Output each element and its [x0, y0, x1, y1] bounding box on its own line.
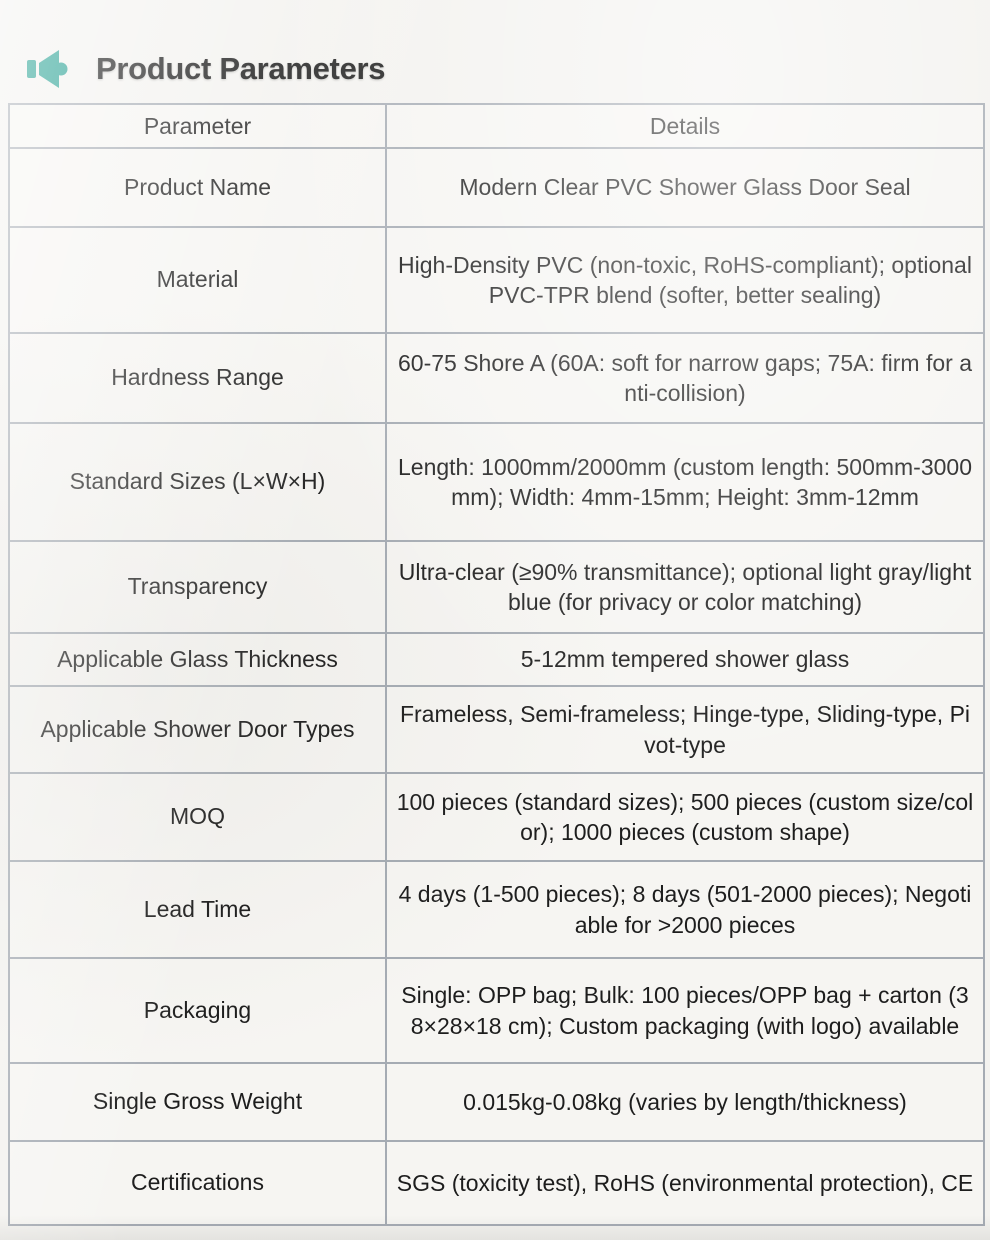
parameter-cell: Material [9, 227, 386, 333]
parameter-cell: Transparency [9, 541, 386, 633]
parameter-cell: Certifications [9, 1141, 386, 1225]
parameter-cell: Packaging [9, 958, 386, 1063]
page-title: Product Parameters [96, 51, 386, 86]
parameter-cell: Single Gross Weight [9, 1063, 386, 1141]
table-row [9, 686, 984, 773]
parameter-cell: Standard Sizes (L×W×H) [9, 423, 386, 541]
details-cell: 4 days (1-500 pieces); 8 days (501-2000 pieces); Negotiable for >2000 pieces [386, 861, 984, 958]
table-row [9, 541, 984, 633]
parameter-cell: Applicable Glass Thickness [9, 633, 386, 686]
table-row [9, 148, 984, 227]
page-header [27, 46, 385, 92]
details-cell: Ultra-clear (≥90% transmittance); optional light gray/light blue (for privacy or color matching) [386, 541, 984, 633]
parameter-cell: Lead Time [9, 861, 386, 958]
table-body [9, 148, 984, 1225]
table-row [9, 1063, 984, 1141]
speaker-icon [27, 46, 71, 92]
details-cell: 0.015kg-0.08kg (varies by length/thickness) [386, 1063, 984, 1141]
details-cell: SGS (toxicity test), RoHS (environmental protection), CE [386, 1141, 984, 1225]
details-cell: 100 pieces (standard sizes); 500 pieces (custom size/color); 1000 pieces (custom shape) [386, 773, 984, 861]
table-row [9, 773, 984, 861]
parameter-cell: Applicable Shower Door Types [9, 686, 386, 773]
product-parameters-table [8, 103, 985, 1226]
table-row [9, 333, 984, 423]
table-row [9, 633, 984, 686]
table-row [9, 1141, 984, 1225]
details-cell: Modern Clear PVC Shower Glass Door Seal [386, 148, 984, 227]
table-row [9, 227, 984, 333]
parameter-cell: Product Name [9, 148, 386, 227]
table-header [9, 104, 984, 148]
table-row [9, 423, 984, 541]
details-cell: High-Density PVC (non-toxic, RoHS-compliant); optional PVC-TPR blend (softer, better sealing) [386, 227, 984, 333]
parameter-cell: MOQ [9, 773, 386, 861]
details-cell: Frameless, Semi-frameless; Hinge-type, Sliding-type, Pivot-type [386, 686, 984, 773]
table-header-row [9, 104, 984, 148]
details-cell: Length: 1000mm/2000mm (custom length: 500mm-3000mm); Width: 4mm-15mm; Height: 3mm-12mm [386, 423, 984, 541]
parameter-cell: Hardness Range [9, 333, 386, 423]
details-cell: 60-75 Shore A (60A: soft for narrow gaps; 75A: firm for anti-collision) [386, 333, 984, 423]
details-cell: Single: OPP bag; Bulk: 100 pieces/OPP bag + carton (38×28×18 cm); Custom packaging (with logo) available [386, 958, 984, 1063]
table-row [9, 861, 984, 958]
column-header-details: Details [386, 104, 984, 148]
details-cell: 5-12mm tempered shower glass [386, 633, 984, 686]
column-header-parameter: Parameter [9, 104, 386, 148]
table-row [9, 958, 984, 1063]
